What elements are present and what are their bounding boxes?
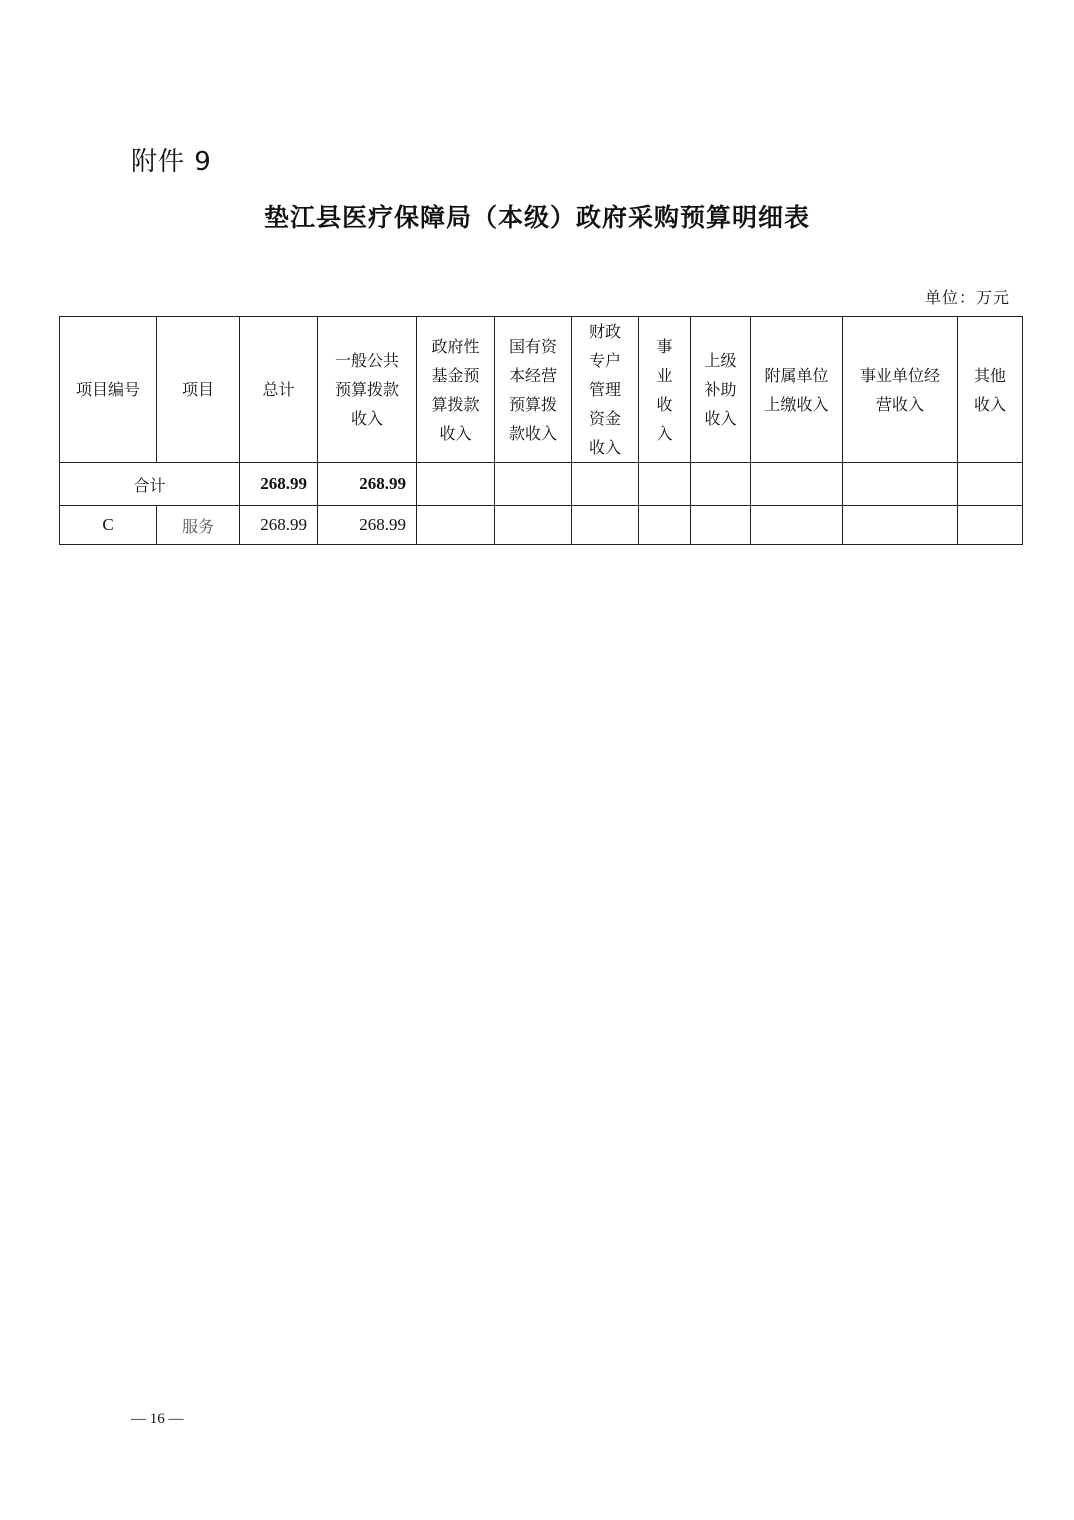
total-cell-total: 268.99 xyxy=(240,463,318,506)
total-label: 合计 xyxy=(60,463,240,506)
header-general-budget: 一般公共 预算拨款 收入 xyxy=(318,317,417,463)
table-header-row xyxy=(60,317,1023,463)
header-special-account: 财政 专户 管理 资金 收入 xyxy=(572,317,639,463)
header-total: 总计 xyxy=(240,317,318,463)
total-cell-state-capital xyxy=(495,463,572,506)
row-total: 268.99 xyxy=(240,506,318,545)
row-state-capital xyxy=(495,506,572,545)
row-general-budget: 268.99 xyxy=(318,506,417,545)
total-cell-operating-income xyxy=(843,463,958,506)
total-cell-gov-fund xyxy=(417,463,495,506)
table-total-row xyxy=(60,463,1023,506)
total-cell-affiliated-income xyxy=(751,463,843,506)
row-project: 服务 xyxy=(157,506,240,545)
row-superior-subsidy xyxy=(691,506,751,545)
attachment-label: 附件 9 xyxy=(131,147,212,177)
header-state-capital: 国有资 本经营 预算拨 款收入 xyxy=(495,317,572,463)
total-cell-superior-subsidy xyxy=(691,463,751,506)
total-cell-business-income xyxy=(639,463,691,506)
page-number: — 16 — xyxy=(131,1411,184,1427)
row-business-income xyxy=(639,506,691,545)
row-operating-income xyxy=(843,506,958,545)
header-business-income: 事 业 收 入 xyxy=(639,317,691,463)
total-cell-special-account xyxy=(572,463,639,506)
row-gov-fund xyxy=(417,506,495,545)
header-project-code: 项目编号 xyxy=(60,317,157,463)
table-row xyxy=(60,506,1023,545)
unit-label: 单位：万元 xyxy=(924,288,1010,307)
procurement-budget-table xyxy=(59,316,1023,545)
header-affiliated-income: 附属单位 上缴收入 xyxy=(751,317,843,463)
total-cell-general-budget: 268.99 xyxy=(318,463,417,506)
header-operating-income: 事业单位经 营收入 xyxy=(843,317,958,463)
row-other-income xyxy=(958,506,1023,545)
total-cell-other-income xyxy=(958,463,1023,506)
row-project-code: C xyxy=(60,506,157,545)
header-gov-fund: 政府性 基金预 算拨款 收入 xyxy=(417,317,495,463)
row-affiliated-income xyxy=(751,506,843,545)
document-title: 垫江县医疗保障局（本级）政府采购预算明细表 xyxy=(263,203,810,232)
header-project: 项目 xyxy=(157,317,240,463)
row-special-account xyxy=(572,506,639,545)
header-other-income: 其他 收入 xyxy=(958,317,1023,463)
header-superior-subsidy: 上级 补助 收入 xyxy=(691,317,751,463)
